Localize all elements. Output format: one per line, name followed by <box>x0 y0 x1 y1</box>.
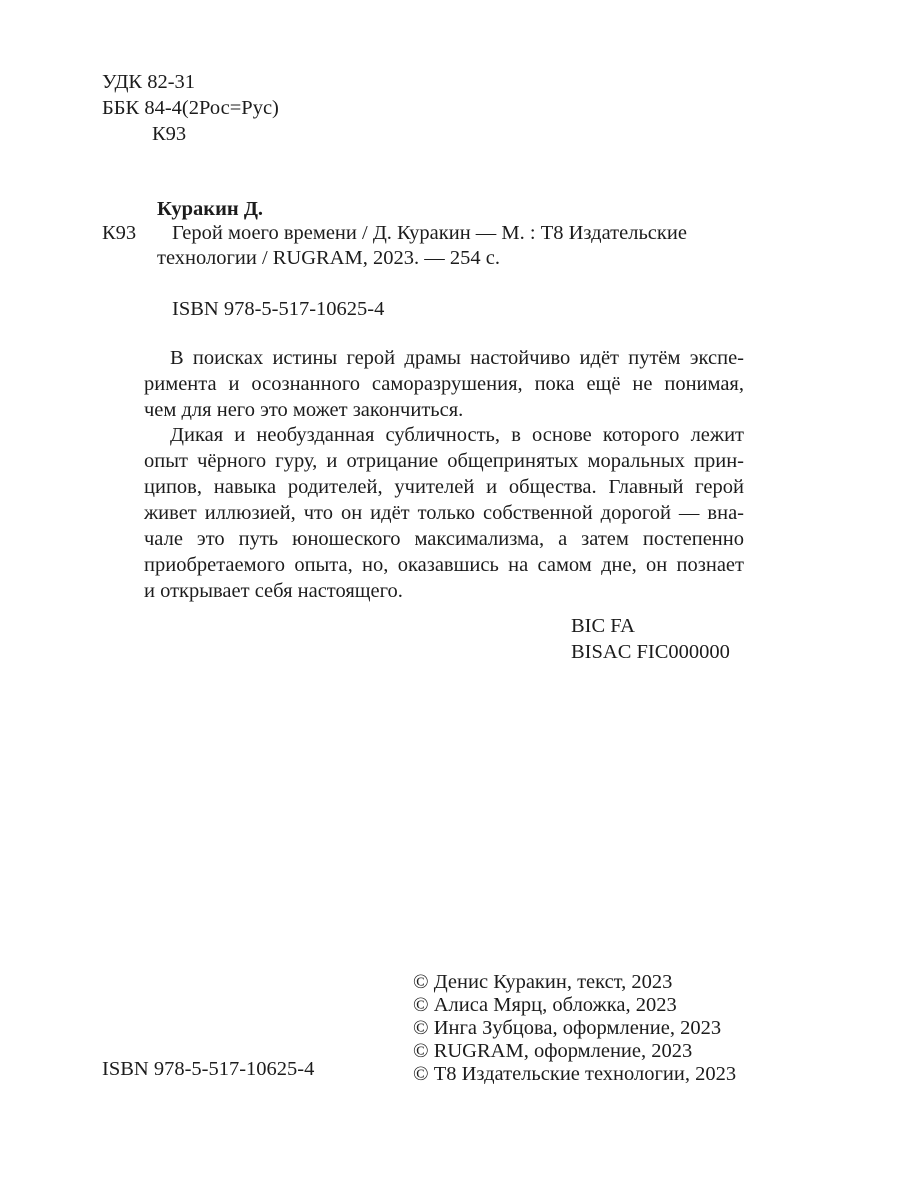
bbk-code: ББК 84-4(2Рос=Рус) <box>102 97 279 119</box>
copyright-line: © Инга Зубцова, оформление, 2023 <box>413 1017 722 1039</box>
udk-code: УДК 82-31 <box>102 71 196 93</box>
annotation-line: ципов, навыка родителей, учителей и общества. Главный герой <box>144 476 744 498</box>
author-heading: Куракин Д. <box>157 198 264 220</box>
bisac-code: BISAC FIC000000 <box>571 641 730 663</box>
copyright-line: © Денис Куракин, текст, 2023 <box>413 971 673 993</box>
annotation-line: Дикая и необузданная субличность, в основе которого лежит <box>170 424 744 446</box>
annotation-line: приобретаемого опыта, но, оказавшись на самом дне, он познает <box>144 554 744 576</box>
margin-author-mark: К93 <box>102 222 137 244</box>
copyright-line: © Т8 Издательские технологии, 2023 <box>413 1063 737 1085</box>
annotation-paragraph-2 <box>144 422 744 604</box>
classification-block <box>102 69 279 147</box>
copyright-line: © RUGRAM, оформление, 2023 <box>413 1040 693 1062</box>
annotation-line: живет иллюзией, что он идёт только собственной дорогой — вна- <box>144 502 744 524</box>
annotation-line: римента и осознанного саморазрушения, пока ещё не понимая, <box>144 373 744 395</box>
annotation-line: чале это путь юношеского максимализма, а затем постепенно <box>144 528 744 550</box>
copyright-list <box>413 971 736 1086</box>
annotation-line: чем для него это может закончиться. <box>144 399 464 421</box>
entry-title-line: Герой моего времени / Д. Куракин — М. : Т8 Издательские <box>172 222 687 244</box>
annotation-line: В поисках истины герой драмы настойчиво идёт путём экспе- <box>170 347 744 369</box>
entry-isbn: ISBN 978-5-517-10625-4 <box>172 298 385 320</box>
annotation-paragraph-1 <box>144 345 744 423</box>
annotation-line: опыт чёрного гуру, и отрицание общепринятых моральных прин- <box>144 450 744 472</box>
subject-codes <box>571 613 730 665</box>
annotation-line: и открывает себя настоящего. <box>144 580 403 602</box>
entry-publisher-line: технологии / RUGRAM, 2023. — 254 с. <box>157 247 500 269</box>
author-mark: К93 <box>152 123 187 145</box>
bic-code: BIC FA <box>571 615 635 637</box>
copyright-line: © Алиса Мярц, обложка, 2023 <box>413 994 677 1016</box>
footer-isbn: ISBN 978-5-517-10625-4 <box>102 1058 315 1080</box>
